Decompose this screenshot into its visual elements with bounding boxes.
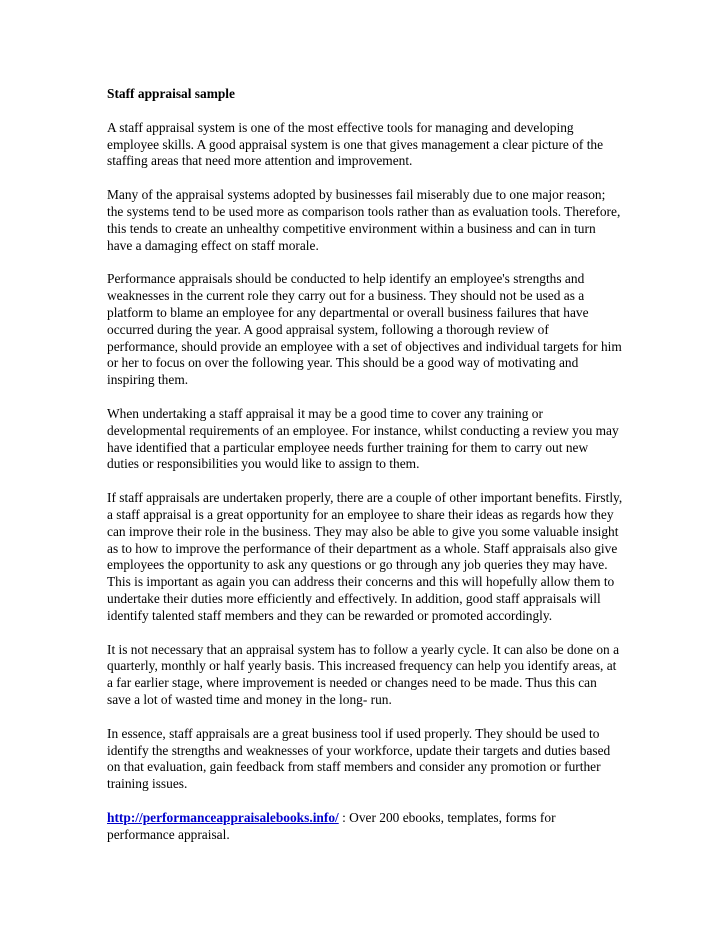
paragraph-essence: In essence, staff appraisals are a great business tool if used properly. They should be used to identify the strengths and weaknesses of your workforce, update their targets and duties based on that evaluation, gain feedback from staff members and consider any promotion or further training issues. <box>107 725 611 792</box>
document-page <box>107 86 623 860</box>
footer-paragraph <box>107 810 623 844</box>
paragraph-frequency: It is not necessary that an appraisal system has to follow a yearly cycle. It can also be done on a quarterly, monthly or half yearly basis. This increased frequency can help you identify areas, at a far earlier stage, where improvement is needed or changes need to be made. Thus this can save a lot of wasted time and money in the long- run. <box>107 641 620 707</box>
ebooks-link[interactable]: http://performanceappraisalebooks.info/ <box>107 809 339 825</box>
document-title: Staff appraisal sample <box>107 86 235 101</box>
paragraph-benefits: If staff appraisals are undertaken properly, there are a couple of other important benefits. Firstly, a staff appraisal is a great opportunity for an employee to share their ideas as regards how they can improve their role in the business. They may also be able to give you some valuable insight as to how to improve the performance of their department as a whole. Staff appraisals also give employees the opportunity to ask any questions or go through any job queries they may have. This is important as again you can address their concerns and this will hopefully allow them to undertake their duties more efficiently and effectively. In addition, good staff appraisals will identify talented staff members and they can be rewarded or promoted accordingly. <box>107 490 623 623</box>
paragraph-intro: A staff appraisal system is one of the most effective tools for managing and developing employee skills. A good appraisal system is one that gives management a clear picture of the staffing areas that need more attention and improvement. <box>107 119 604 169</box>
footer-text: : Over 200 ebooks, templates, forms for performance appraisal. <box>107 809 556 842</box>
paragraph-performance: Performance appraisals should be conducted to help identify an employee's strengths and weaknesses in the current role they carry out for a business. They should not be used as a platform to blame an employee for any departmental or overall business failures that have occurred during the year. A good appraisal system, following a thorough review of performance, should provide an employee with a set of objectives and individual targets for him or her to focus on over the following year. This should be a good way of motivating and inspiring them. <box>107 271 622 388</box>
paragraph-failures: Many of the appraisal systems adopted by businesses fail miserably due to one major reason; the systems tend to be used more as comparison tools rather than as evaluation tools. Therefore, this tends to create an unhealthy competitive environment within a business and can in turn have a damaging effect on staff morale. <box>107 187 621 253</box>
paragraph-training: When undertaking a staff appraisal it may be a good time to cover any training or developmental requirements of an employee. For instance, whilst conducting a review you may have identified that a particular employee needs further training for them to carry out new duties or responsibilities you would like to assign to them. <box>107 405 619 472</box>
